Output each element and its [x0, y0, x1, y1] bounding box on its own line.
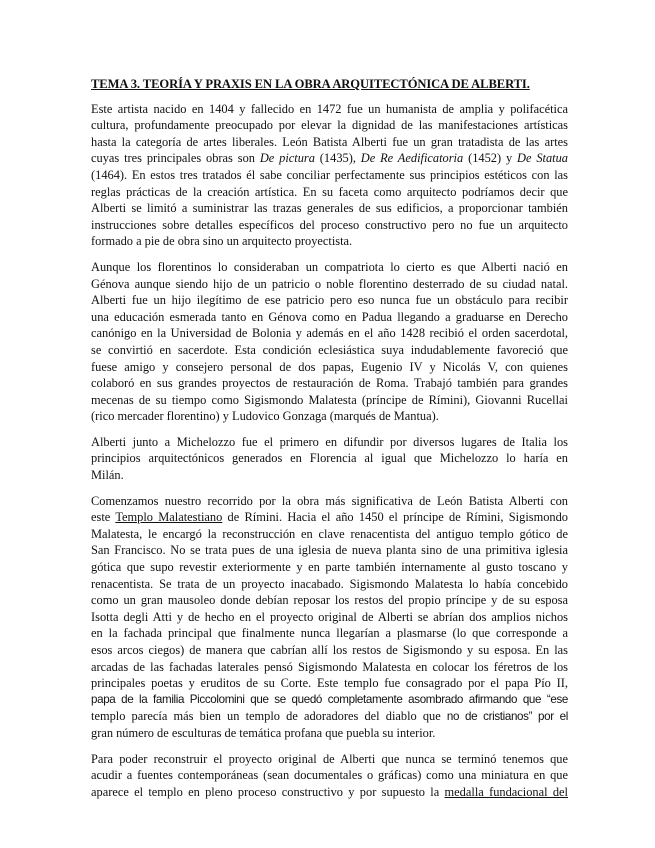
text-line: hasta la categoría de artes liberales. León Batista Alberti fue un gran tratadista de las artes [91, 134, 568, 149]
medalla-fundacional-link: medalla fundacional del [444, 784, 568, 799]
text-line: Alberti fue un hijo ilegítimo de ese patricio pero eso nunca fue un obstáculo para recibir [91, 293, 568, 308]
text-line: Este artista nacido en 1404 y fallecido en 1472 fue un humanista de amplia y polifacética [91, 101, 568, 116]
paragraph-origins [91, 259, 568, 425]
text-line: (1464). En estos tres tratados él sabe conciliar perfectamente sus principios estéticos con las [91, 167, 568, 182]
text-line: una educación esmerada tanto en Génova como en Padua llegando a graduarse en Derecho [91, 309, 568, 324]
text-line: instrucciones sobre detalles específicos del proceso constructivo pero no fue un arquitecto [91, 217, 568, 232]
work-title-de-statua: De Statua [517, 151, 568, 166]
text-line: Isotta degli Atti y de hecho en el proyecto original de Alberti se abrían dos amplios nichos [91, 609, 568, 624]
text-line: en la fachada principal que finalmente nunca llegarían a plasmarse (lo que corresponde a [91, 626, 568, 641]
text-line: reglas prácticas de la creación artística. En su faceta como arquitecto podríamos decir que [91, 184, 568, 199]
text-line: arcadas de las fachadas laterales pensó Sigismondo Malatesta en colocar los féretros de los [91, 659, 568, 674]
text-line: canónigo en la Universidad de Bolonia y además en el año 1428 recibió el orden sacerdotal, [91, 326, 568, 341]
text-line: Milán. [91, 468, 124, 483]
paragraph-reconstruction [91, 751, 568, 801]
text-line: Aunque los florentinos lo consideraban un compatriota lo cierto es que Alberti nació en [91, 259, 568, 274]
text-line: renacentista. Se trata de un proyecto inacabado. Sigismondo Malatesta lo había concebido [91, 576, 568, 591]
text-line: principales poetas y eruditos de su Corte. Este templo fue consagrado por el papa Pío II, [91, 676, 568, 691]
text-line: gótica que supo revestir exteriormente y en parte también internamente al gusto toscano y [91, 560, 568, 575]
text-line: cultura, profundamente preocupado por elevar la dignidad de las manifestaciones artísticas [91, 118, 568, 133]
text-line: Para poder reconstruir el proyecto original de Alberti que nunca se terminó tenemos que [91, 751, 568, 766]
work-title-de-pictura: De pictura [259, 151, 315, 166]
text-line: acudir a fuentes contemporáneas (sean documentales o gráficas) como una miniatura en que [91, 768, 568, 783]
text-line: (rico mercader florentino) y Ludovico Gonzaga (marqués de Mantua). [91, 409, 439, 424]
text-line-templo: este Templo Malatestiano de Rímini. Hacia el año 1450 el príncipe de Rímini, Sigismondo [91, 510, 569, 525]
text-line: fuese amigo y consejero personal de dos papas, Eugenio IV y Nicolás V, con quienes [91, 359, 568, 374]
text-line: principios arquitectónicos generados en Florencia al igual que Michelozzo lo haría en [91, 451, 568, 466]
text-line-quote: papa de la familia Piccolomini que se quedó completamente asombrado afirmando que “ese [91, 692, 568, 706]
text-line: Alberti junto a Michelozzo fue el primero en difundir por diversos lugares de Italia los [91, 434, 568, 449]
text-line-quote-end: templo parecía más bien un templo de adoradores del diablo que no de cristianos” por el [91, 709, 568, 724]
text-line: formado a pie de obra sino un arquitecto proyectista. [91, 234, 353, 249]
text-line: Malatesta, le encargó la reconstrucción en clave renacentista del antiguo templo gótico de [91, 526, 568, 541]
text-line: mecenas de su tiempo como Sigismondo Malatesta (príncipe de Rímini), Giovanni Rucellai [91, 392, 568, 407]
text-line: San Francisco. No se trata pues de una iglesia de nueva planta sino de una primitiva iglesia [91, 543, 568, 558]
paragraph-biography [91, 101, 568, 250]
document-page [91, 76, 568, 809]
text-line: se convirtió en sacerdote. Esta condición eclesiástica suya indudablemente favoreció que [91, 342, 568, 357]
text-line: como un gran mausoleo donde debían reposar los restos del propio príncipe y de su esposa [91, 593, 568, 608]
templo-malatestiano-link: Templo Malatestiano [115, 510, 223, 525]
text-line: colaboró en sus grandes proyectos de restauración de Roma. Trabajó también para grandes [91, 376, 568, 391]
paragraph-templo-malatestiano [91, 493, 568, 742]
work-title-de-re-aedificatoria: De Re Aedificatoria [360, 151, 464, 166]
paragraph-michelozzo [91, 434, 568, 484]
text-line: Génova aunque siendo hijo de un patricio o noble florentino desterrado de su ciudad natal. [91, 276, 568, 291]
text-line-treatises: cuyas tres principales obras son De pictura (1435), De Re Aedificatoria (1452) y De Statua [91, 151, 568, 166]
text-line-medalla: aparece el templo en pleno proceso constructivo y por supuesto la medalla fundacional del [91, 784, 568, 799]
text-line: Comenzamos nuestro recorrido por la obra más significativa de León Batista Alberti con [91, 493, 568, 508]
text-line: gran número de esculturas de temática profana que puebla su interior. [91, 725, 436, 740]
document-title: TEMA 3. TEORÍA Y PRAXIS EN LA OBRA ARQUITECTÓNICA DE ALBERTI. [91, 77, 530, 91]
text-line: Alberti se limitó a suministrar las trazas generales de sus edificios, a proporcionar también [91, 201, 568, 216]
text-line: esos arcos ciegos) de manera que cabrían allí los restos de Sigismondo y su esposa. En las [91, 643, 568, 657]
